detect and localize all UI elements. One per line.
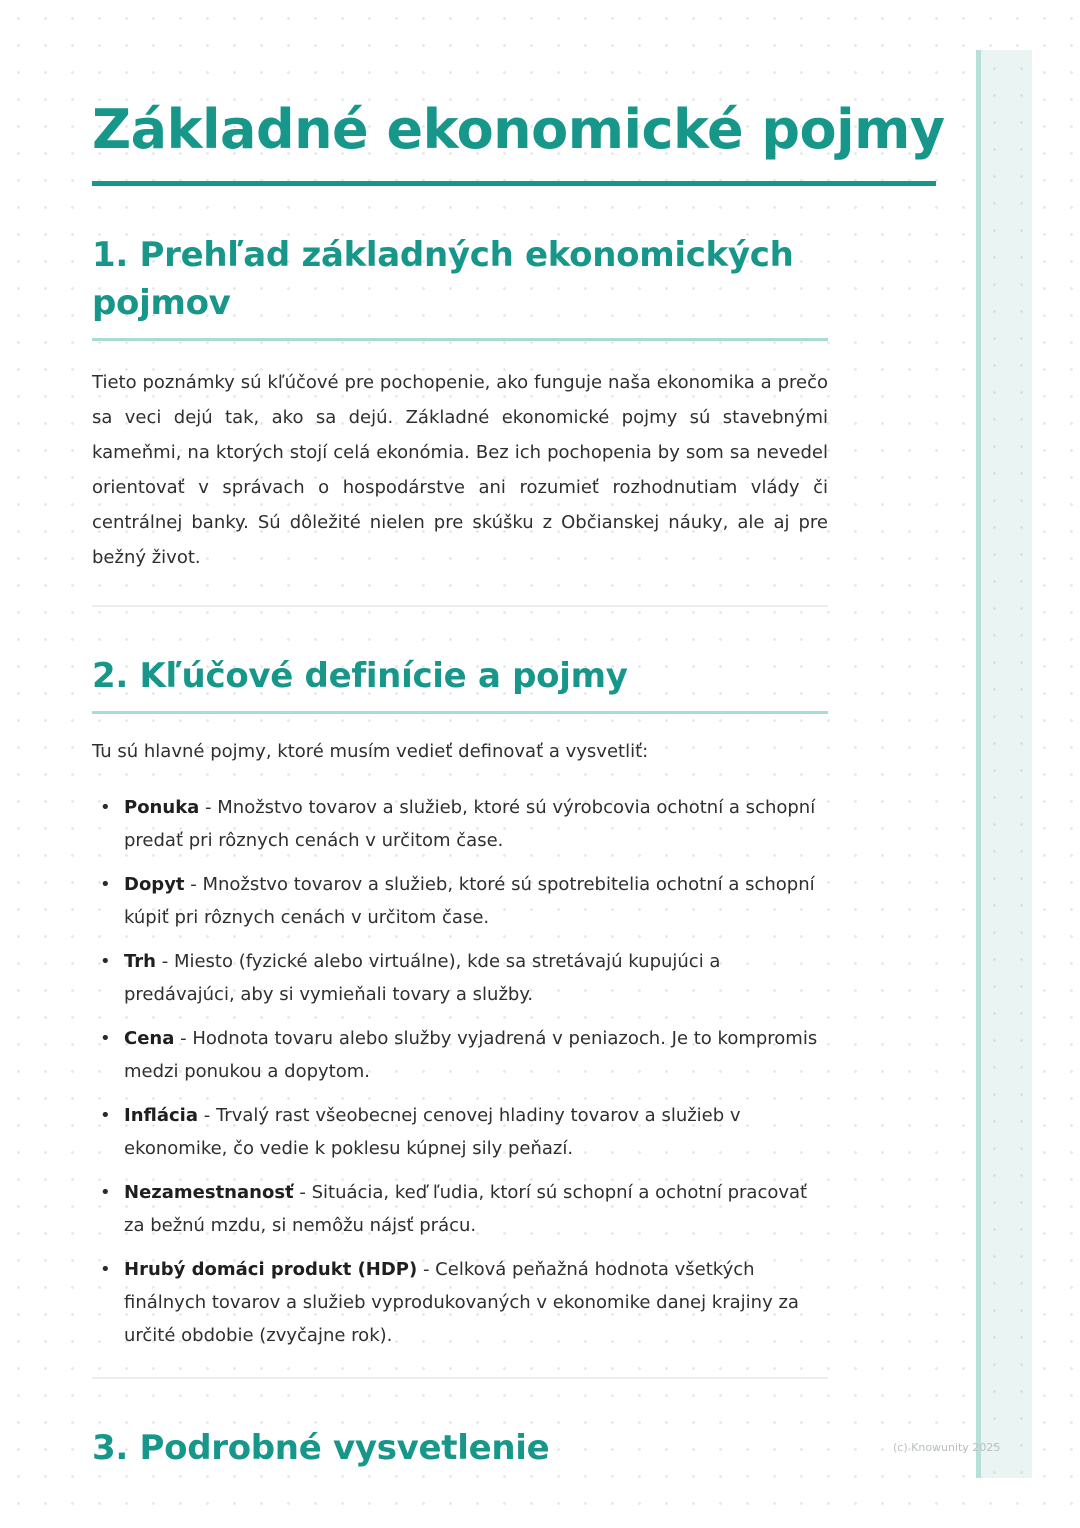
definition-term: Inflácia bbox=[124, 1105, 198, 1126]
section-1-heading-line-1: 1. Prehľad základných ekonomických bbox=[92, 235, 794, 275]
bullet-icon: • bbox=[100, 1182, 111, 1203]
section-3-heading: 3. Podrobné vysvetlenie bbox=[92, 1428, 550, 1468]
section-divider-1 bbox=[92, 605, 828, 607]
definition-term: Nezamestnanosť bbox=[124, 1182, 294, 1203]
section-2-heading: 2. Kľúčové definície a pojmy bbox=[92, 656, 628, 696]
bullet-icon: • bbox=[100, 1028, 111, 1049]
definition-item bbox=[92, 868, 828, 934]
section-1-heading-line-2: pojmov bbox=[92, 283, 231, 323]
definition-term: Cena bbox=[124, 1028, 175, 1049]
section-1-paragraph: Tieto poznámky sú kľúčové pre pochopenie, ako funguje naša ekonomika a prečo sa veci dejú tak, ako sa dejú. Základné ekonomické pojmy sú stavebnými kameňmi, na ktorých stojí celá ekonómia. Bez ich pochopenia by som sa nevedel orientovať v správach o hospodárstve ani rozumieť rozhodnutiam vlády či centrálnej banky. Sú dôležité nielen pre skúšku z Občianskej náuky, ale aj pre bežný život. bbox=[92, 372, 828, 568]
definition-item bbox=[92, 1099, 828, 1165]
definition-text: - Miesto (fyzické alebo virtuálne), kde sa stretávajú kupujúci a predávajúci, aby si vymieňali tovary a služby. bbox=[124, 951, 721, 1005]
definition-item bbox=[92, 791, 828, 857]
definition-term: Hrubý domáci produkt (HDP) bbox=[124, 1259, 418, 1280]
definition-text: - Situácia, keď ľudia, ktorí sú schopní a ochotní pracovať za bežnú mzdu, si nemôžu nájsť prácu. bbox=[124, 1182, 808, 1236]
page-sidebar bbox=[976, 50, 1032, 1478]
definition-text: - Hodnota tovaru alebo služby vyjadrená v peniazoch. Je to kompromis medzi ponukou a dopytom. bbox=[124, 1028, 818, 1082]
section-1-heading bbox=[92, 231, 793, 327]
bullet-icon: • bbox=[100, 1105, 111, 1126]
title-underline bbox=[92, 181, 936, 186]
page-title: Základné ekonomické pojmy bbox=[92, 98, 945, 161]
sidebar-edge-line bbox=[976, 50, 981, 1478]
section-2-underline bbox=[92, 711, 828, 714]
definition-item bbox=[92, 1022, 828, 1088]
definition-term: Ponuka bbox=[124, 797, 200, 818]
definition-text: - Trvalý rast všeobecnej cenovej hladiny tovarov a služieb v ekonomike, čo vedie k poklesu kúpnej sily peňazí. bbox=[124, 1105, 741, 1159]
bullet-icon: • bbox=[100, 797, 111, 818]
definition-term: Dopyt bbox=[124, 874, 185, 895]
definition-text: - Celková peňažná hodnota všetkých finálnych tovarov a služieb vyprodukovaných v ekonomike danej krajiny za určité obdobie (zvyčajne rok). bbox=[124, 1259, 799, 1346]
definition-text: - Množstvo tovarov a služieb, ktoré sú výrobcovia ochotní a schopní predať pri rôznych cenách v určitom čase. bbox=[124, 797, 816, 851]
bullet-icon: • bbox=[100, 874, 111, 895]
definition-item bbox=[92, 1253, 828, 1352]
section-divider-2 bbox=[92, 1377, 828, 1379]
definition-list bbox=[92, 791, 828, 1363]
definition-text: - Množstvo tovarov a služieb, ktoré sú spotrebitelia ochotní a schopní kúpiť pri rôznych cenách v určitom čase. bbox=[124, 874, 815, 928]
bullet-icon: • bbox=[100, 1259, 111, 1280]
section-2-lead: Tu sú hlavné pojmy, ktoré musím vedieť definovať a vysvetliť: bbox=[92, 741, 649, 762]
bullet-icon: • bbox=[100, 951, 111, 972]
definition-term: Trh bbox=[124, 951, 156, 972]
definition-item bbox=[92, 945, 828, 1011]
copyright-text: (c) Knowunity 2025 bbox=[893, 1441, 1001, 1454]
definition-item bbox=[92, 1176, 828, 1242]
section-1-underline bbox=[92, 338, 828, 341]
